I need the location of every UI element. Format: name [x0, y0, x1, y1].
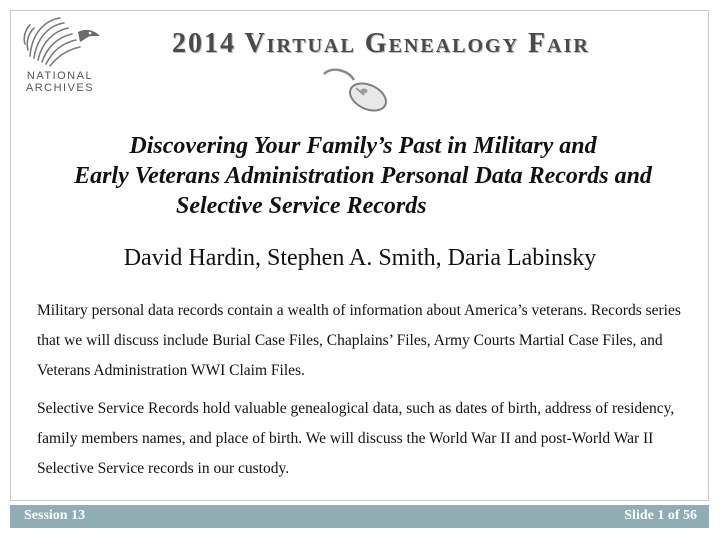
- session-label: Session 13: [24, 508, 86, 523]
- headline-line2: Early Veterans Administration Personal Data Records and: [74, 163, 652, 189]
- eagle-logo-icon: [20, 12, 104, 72]
- national-archives-logo: [20, 12, 110, 96]
- logo-text-line2: ARCHIVES: [25, 82, 95, 94]
- paragraph-military-records: Military personal data records contain a wealth of information about America’s veterans. Records series that we will discuss include Burial Case Files, Chaplains’ Files, Army Courts Martial Case Files, and Veterans Administration WWI Claim Files.: [37, 302, 681, 379]
- paragraph-selective-service: Selective Service Records hold valuable genealogical data, such as dates of birth, address of residency, family members names, and place of birth. We will discuss the World War II and post-World War II Selective Service records in our custody.: [37, 400, 675, 477]
- footer-bar: [10, 505, 709, 528]
- slide-headline: [18, 131, 708, 221]
- body-text: [37, 296, 702, 492]
- headline-line3: Selective Service Records: [176, 193, 427, 219]
- fair-title: 2014 Virtual Genealogy Fair: [172, 28, 590, 59]
- logo-wordmark: [20, 70, 100, 94]
- logo-text-line1: NATIONAL: [26, 70, 94, 82]
- authors-line: David Hardin, Stephen A. Smith, Daria Labinsky: [123, 245, 597, 271]
- slide-counter: Slide 1 of 56: [624, 508, 697, 523]
- headline-line1: Discovering Your Family’s Past in Military and: [129, 133, 597, 159]
- computer-mouse-icon: [318, 64, 392, 120]
